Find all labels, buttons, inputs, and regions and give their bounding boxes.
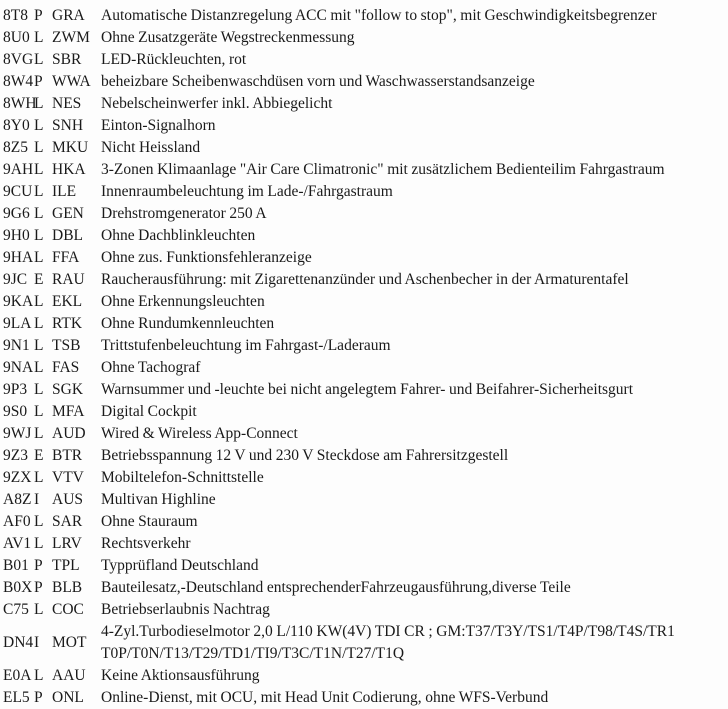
table-row xyxy=(3,313,727,335)
group-code: SBR xyxy=(52,51,82,68)
description-text: Online-Dienst, mit OCU, mit Head Unit Codierung, ohne WFS-Verbund xyxy=(101,689,549,706)
table-row xyxy=(3,269,727,291)
group-code: BLB xyxy=(52,579,83,596)
group-code: ONL xyxy=(52,689,84,706)
group-code: RTK xyxy=(52,315,83,332)
type-letter: L xyxy=(34,381,44,398)
group-code: EKL xyxy=(52,293,83,310)
table-row xyxy=(3,71,727,93)
group-code: FFA xyxy=(52,249,80,266)
pr-code: 8Z5 xyxy=(3,139,28,156)
type-letter: L xyxy=(34,139,44,156)
table-row xyxy=(3,489,727,511)
table-row xyxy=(3,621,727,665)
group-code: BTR xyxy=(52,447,83,464)
pr-code: EL5 xyxy=(3,689,30,706)
type-letter: L xyxy=(34,205,44,222)
pr-code: AV1 xyxy=(3,535,32,552)
description-text: 4-Zyl.Turbodieselmotor 2,0 L/110 KW(4V) TDI CR ; GM:T37/T3Y/TS1/T4P/T98/T4S/TR1 T0P/T0N/T13/T29/TD1/TI9/T3C/T1N/T27/T1Q xyxy=(101,623,675,662)
group-code: GRA xyxy=(52,7,85,24)
pr-code: 9KA xyxy=(3,293,34,310)
description-text: Typprüfland Deutschland xyxy=(101,557,259,574)
table-row xyxy=(3,555,727,577)
pr-code: E0A xyxy=(3,667,32,684)
description-text: Keine Aktionsausführung xyxy=(101,667,260,684)
pr-code: DN4 xyxy=(3,634,34,651)
table-row xyxy=(3,577,727,599)
description-text: Multivan Highline xyxy=(101,491,216,508)
document-page xyxy=(0,5,728,706)
pr-code: C75 xyxy=(3,601,29,618)
type-letter: E xyxy=(34,447,44,464)
type-letter: L xyxy=(34,601,44,618)
description-text: Betriebserlaubnis Nachtrag xyxy=(101,601,270,618)
pr-code: 8WH xyxy=(3,95,37,112)
group-code: SNH xyxy=(52,117,84,134)
table-row xyxy=(3,27,727,49)
type-letter: P xyxy=(34,557,43,574)
type-letter: P xyxy=(34,73,43,90)
description-text: Bauteilesatz,-Deutschland entsprechenderFahrzeugausführung,diverse Teile xyxy=(101,579,571,596)
group-code: SAR xyxy=(52,513,83,530)
type-letter: P xyxy=(34,7,43,24)
type-letter: I xyxy=(34,491,40,508)
pr-code: AF0 xyxy=(3,513,31,530)
description-text: Einton-Signalhorn xyxy=(101,117,216,134)
pr-code: 8T8 xyxy=(3,7,28,24)
table-row xyxy=(3,137,727,159)
pr-code: B01 xyxy=(3,557,29,574)
table-row xyxy=(3,225,727,247)
description-text: Trittstufenbeleuchtung im Fahrgast-/Laderaum xyxy=(101,337,391,354)
description-text: Nebelscheinwerfer inkl. Abbiegelicht xyxy=(101,95,333,112)
type-letter: L xyxy=(34,667,44,684)
description-text: Ohne Dachblinkleuchten xyxy=(101,227,256,244)
type-letter: P xyxy=(34,579,43,596)
description-text: Nicht Heissland xyxy=(101,139,201,156)
table-row xyxy=(3,335,727,357)
description-text: Raucherausführung: mit Zigarettenanzünder und Aschenbecher in der Armaturentafel xyxy=(101,271,629,288)
description-text: LED-Rückleuchten, rot xyxy=(101,51,247,68)
group-code: TPL xyxy=(52,557,80,574)
pr-code: 9NA xyxy=(3,359,34,376)
table-row xyxy=(3,181,727,203)
group-code: MKU xyxy=(52,139,89,156)
description-text: beheizbare Scheibenwaschdüsen vorn und Waschwasserstandsanzeige xyxy=(101,73,535,90)
type-letter: L xyxy=(34,95,44,112)
type-letter: L xyxy=(34,161,44,178)
pr-code: 9AH xyxy=(3,161,34,178)
description-text: Betriebsspannung 12 V und 230 V Steckdose am Fahrersitzgestell xyxy=(101,447,509,464)
type-letter: P xyxy=(34,689,43,706)
group-code: VTV xyxy=(52,469,84,486)
description-text: Rechtsverkehr xyxy=(101,535,191,552)
type-letter: L xyxy=(34,117,44,134)
description-text: Ohne Stauraum xyxy=(101,513,198,530)
description-text: Digital Cockpit xyxy=(101,403,197,420)
pr-code: 9G6 xyxy=(3,205,30,222)
type-letter: E xyxy=(34,271,44,288)
description-text: 3-Zonen Klimaanlage "Air Care Climatronic" mit zusätzlichem Bedienteilim Fahrgastraum xyxy=(101,161,665,178)
pr-code: 9P3 xyxy=(3,381,28,398)
pr-code: 8W4 xyxy=(3,73,34,90)
description-text: Innenraumbeleuchtung im Lade-/Fahrgastraum xyxy=(101,183,393,200)
group-code: AAU xyxy=(52,667,86,684)
table-row xyxy=(3,49,727,71)
group-code: NES xyxy=(52,95,82,112)
pr-code: 9WJ xyxy=(3,425,32,442)
group-code: LRV xyxy=(52,535,82,552)
type-letter: L xyxy=(34,359,44,376)
table-row xyxy=(3,665,727,687)
description-text: Automatische Distanzregelung ACC mit "follow to stop", mit Geschwindigkeitsbegrenzer xyxy=(101,7,657,24)
equipment-rows xyxy=(3,5,727,709)
description-text: Drehstromgenerator 250 A xyxy=(101,205,267,222)
description-text: Ohne Rundumkennleuchten xyxy=(101,315,275,332)
group-code: AUS xyxy=(52,491,84,508)
group-code: GEN xyxy=(52,205,84,222)
description-text: Ohne Tachograf xyxy=(101,359,201,376)
pr-code: B0X xyxy=(3,579,33,596)
table-row xyxy=(3,467,727,489)
group-code: AUD xyxy=(52,425,86,442)
type-letter: L xyxy=(34,315,44,332)
description-text: Warnsummer und -leuchte bei nicht angelegtem Fahrer- und Beifahrer-Sicherheitsgurt xyxy=(101,381,634,398)
pr-code: 9H0 xyxy=(3,227,30,244)
table-row xyxy=(3,445,727,467)
pr-code: 8Y0 xyxy=(3,117,30,134)
pr-code: 9LA xyxy=(3,315,32,332)
type-letter: L xyxy=(34,403,44,420)
type-letter: L xyxy=(34,227,44,244)
equipment-code-table xyxy=(3,5,727,709)
group-code: ILE xyxy=(52,183,77,200)
group-code: ZWM xyxy=(52,29,90,46)
table-row xyxy=(3,291,727,313)
pr-code: 9HA xyxy=(3,249,34,266)
type-letter: L xyxy=(34,29,44,46)
group-code: DBL xyxy=(52,227,83,244)
table-row xyxy=(3,93,727,115)
type-letter: L xyxy=(34,337,44,354)
pr-code: 9CU xyxy=(3,183,33,200)
table-row xyxy=(3,357,727,379)
pr-code: 9S0 xyxy=(3,403,28,420)
group-code: WWA xyxy=(52,73,91,90)
pr-code: 9Z3 xyxy=(3,447,28,464)
table-row xyxy=(3,115,727,137)
table-row xyxy=(3,159,727,181)
group-code: HKA xyxy=(52,161,86,178)
group-code: MFA xyxy=(52,403,85,420)
table-row xyxy=(3,5,727,27)
pr-code: 9N1 xyxy=(3,337,30,354)
table-row xyxy=(3,533,727,555)
group-code: SGK xyxy=(52,381,84,398)
type-letter: L xyxy=(34,249,44,266)
group-code: MOT xyxy=(52,634,87,651)
group-code: COC xyxy=(52,601,84,618)
pr-code: 8VG xyxy=(3,51,34,68)
table-row xyxy=(3,401,727,423)
type-letter: I xyxy=(34,634,40,651)
group-code: TSB xyxy=(52,337,81,354)
type-letter: L xyxy=(34,535,44,552)
table-row xyxy=(3,687,727,709)
description-text: Ohne zus. Funktionsfehleranzeige xyxy=(101,249,312,266)
description-text: Mobiltelefon-Schnittstelle xyxy=(101,469,264,486)
group-code: RAU xyxy=(52,271,85,288)
type-letter: L xyxy=(34,183,44,200)
pr-code: 9ZX xyxy=(3,469,32,486)
type-letter: L xyxy=(34,469,44,486)
table-row xyxy=(3,511,727,533)
type-letter: L xyxy=(34,293,44,310)
table-row xyxy=(3,247,727,269)
type-letter: L xyxy=(34,513,44,530)
table-row xyxy=(3,423,727,445)
group-code: FAS xyxy=(52,359,80,376)
description-text: Wired & Wireless App-Connect xyxy=(101,425,298,442)
pr-code: 8U0 xyxy=(3,29,30,46)
description-text: Ohne Erkennungsleuchten xyxy=(101,293,265,310)
table-row xyxy=(3,203,727,225)
type-letter: L xyxy=(34,51,44,68)
table-row xyxy=(3,599,727,621)
type-letter: L xyxy=(34,425,44,442)
pr-code: A8Z xyxy=(3,491,32,508)
description-text: Ohne Zusatzgeräte Wegstreckenmessung xyxy=(101,29,355,46)
table-row xyxy=(3,379,727,401)
pr-code: 9JC xyxy=(3,271,28,288)
